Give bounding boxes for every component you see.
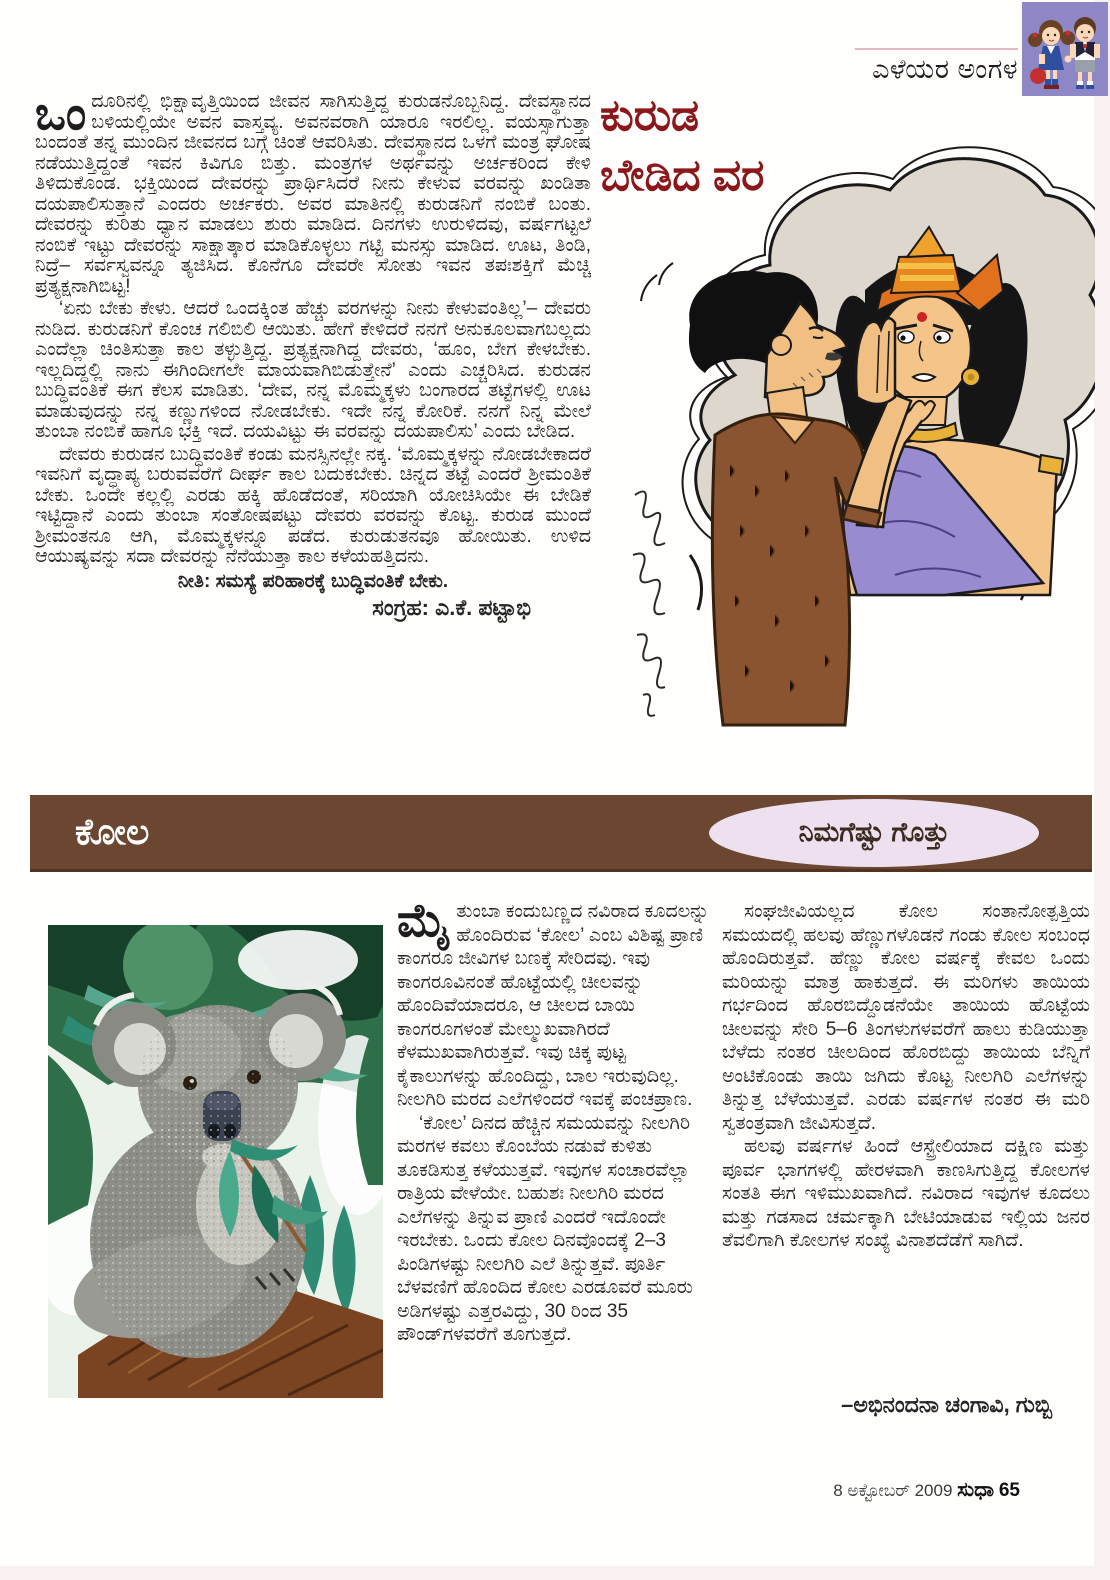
issue-date: 8 ಅಕ್ಟೋಬರ್ 2009	[833, 1481, 953, 1500]
story-title-line1: ಕುರುಡ	[600, 91, 700, 140]
artist-signature	[633, 491, 665, 715]
koala-paragraph-text: ತುಂಬಾ ಕಂದುಬಣ್ಣದ ನವಿರಾದ ಕೂದಲನ್ನು ಹೊಂದಿರುವ ‘ಕೋಲ’ ಎಂಬ ವಿಶಿಷ್ಟ ಪ್ರಾಣಿ ಕಾಂಗರೂ ಜೀವಿಗಳ ಬಣಕ್ಕೆ ಸೇರಿದವು. ಇವು ಕಾಂಗರೂವಿನಂತೆ ಹೊಟ್ಟೆಯಲ್ಲಿ ಚೀಲವನ್ನು ಹೊಂದಿವೆಯಾದರೂ, ಆ ಚೀಲದ ಬಾಯಿ ಕಾಂಗರೂಗಳಂತೆ ಮೇಲ್ಮುಖವಾಗಿರದೆ ಕೆಳಮುಖವಾಗಿರುತ್ತವೆ. ಇವು ಚಿಕ್ಕ ಪುಟ್ಟ ಕೈಕಾಲುಗಳನ್ನು ಹೊಂದಿದ್ದು, ಬಾಲ ಇರುವುದಿಲ್ಲ. ನೀಲಗಿರಿ ಮರದ ಎಲೆಗಳಿಂದರೆ ಇವಕ್ಕೆ ಪಂಚಪ್ರಾಣ.	[397, 901, 710, 1110]
koala-dropcap: ಮೈ	[397, 894, 451, 946]
story-credit: ಸಂಗ್ರಹ: ಎ.ಕೆ. ಪಟ್ಟಾಭಿ	[372, 595, 531, 620]
story-paragraph: ದೇವರು ಕುರುಡನ ಬುದ್ಧಿವಂತಿಕೆ ಕಂಡು ಮನಸ್ಸಿನಲ್ಲೇ ನಕ್ಕ. ‘ಮೊಮ್ಮಕ್ಕಳನ್ನು ನೋಡಬೇಕಾದರೆ ಇವನಿಗೆ ವೃದ್ಧಾಪ್ಯ ಬರುವವರೆಗೆ ದೀರ್ಘ ಕಾಲ ಬದುಕಬೇಕು. ಚಿನ್ನದ ತಟ್ಟೆ ಎಂದರೆ ಶ್ರೀಮಂತಿಕೆ ಬೇಕು. ಒಂದೇ ಕಲ್ಲಲ್ಲಿ ಎರಡು ಹಕ್ಕಿ ಹೊಡೆದಂತೆ, ಸರಿಯಾಗಿ ಯೋಚಿಸಿಯೇ ಈ ಬೇಡಿಕೆ ಇಟ್ಟಿದ್ದಾನೆ ಎಂದು ತುಂಬಾ ಸಂತೋಷಪಟ್ಟು ದೇವರು ವರವನ್ನು ಕೊಟ್ಟ. ಕುರುಡ ಮುಂದೆ ಶ್ರೀಮಂತನೂ ಆಗಿ, ಮೊಮ್ಮಕ್ಕಳನ್ನೂ ಪಡೆದ. ಕುರುಡುತನವೂ ಹೋಯಿತು. ಉಳಿದ ಆಯುಷ್ಯವನ್ನು ಸದಾ ದೇವರನ್ನು ನೆನೆಯುತ್ತಾ ಕಾಲ ಕಳೆಯಹತ್ತಿದನು.	[35, 443, 591, 567]
koala-eating-leaves-photo	[48, 925, 383, 1398]
story-paragraph: ‘ಏನು ಬೇಕು ಕೇಳು. ಆದರೆ ಒಂದಕ್ಕಿಂತ ಹೆಚ್ಚು ವರಗಳನ್ನು ನೀನು ಕೇಳುವಂತಿಲ್ಲ’– ದೇವರು ನುಡಿದ. ಕುರುಡನಿಗೆ ಕೊಂಚ ಗಲಿಬಿಲಿ ಆಯಿತು. ಹೇಗೆ ಕೇಳಿದರೆ ನನಗೆ ಅನುಕೂಲವಾಗಬಲ್ಲದು ಎಂದೆಲ್ಲಾ ಚಿಂತಿಸುತ್ತಾ ಕಾಲ ತಳ್ಳುತ್ತಿದ್ದ. ಪ್ರತ್ಯಕ್ಷನಾಗಿದ್ದ ದೇವರು, ‘ಹೂಂ, ಬೇಗ ಕೇಳಬೇಕು. ಇಲ್ಲದಿದ್ದಲ್ಲಿ ನಾನು ಈಗಿಂದೀಗಲೇ ಮಾಯವಾಗಿಬಿಡುತ್ತೇನೆ’ ಎಂದು ಎಚ್ಚರಿಸಿದ. ಕುರುಡನ ಬುದ್ಧಿವಂತಿಕೆ ಈಗ ಕೆಲಸ ಮಾಡಿತು. ‘ದೇವ, ನನ್ನ ಮೊಮ್ಮಕ್ಕಳು ಬಂಗಾರದ ತಟ್ಟೆಗಳಲ್ಲಿ ಊಟ ಮಾಡುವುದನ್ನು ನನ್ನ ಕಣ್ಣುಗಳಿಂದ ನೋಡಬೇಕು. ಇದೇ ನನ್ನ ಕೋರಿಕೆ. ನನಗೆ ನಿನ್ನ ಮೇಲೆ ತುಂಬಾ ನಂಬಿಕೆ ಹಾಗೂ ಭಕ್ತಿ ಇದೆ. ದಯವಿಟ್ಟು ಈ ವರವನ್ನು ದಯಪಾಲಿಸು’ ಎಂದು ಬೇಡಿದ.	[35, 298, 591, 442]
praying-man-and-deity-illustration	[595, 125, 1095, 740]
koala-photo	[48, 925, 383, 1398]
section-label: ಎಳೆಯರ ಅಂಗಳ	[872, 54, 1018, 84]
story-illustration	[595, 125, 1095, 740]
praying-man-figure	[641, 263, 911, 725]
story-dropcap: ಒಂ	[35, 87, 87, 139]
koala-column-1	[397, 894, 713, 1347]
koala-section-title: ಕೋಲ	[75, 811, 150, 852]
story-paragraph-text: ದೂರಿನಲ್ಲಿ ಭಿಕ್ಷಾವೃತ್ತಿಯಿಂದ ಜೀವನ ಸಾಗಿಸುತ್ತಿದ್ದ ಕುರುಡನೊಬ್ಬನಿದ್ದ. ದೇವಸ್ಥಾನದ ಬಳಿಯಲ್ಲಿಯೇ ಅವನ ವಾಸ್ತವ್ಯ. ಅವನವರಾಗಿ ಯಾರೂ ಇರಲಿಲ್ಲ. ವಯಸ್ಸಾಗುತ್ತಾ ಬಂದಂತೆ ತನ್ನ ಮುಂದಿನ ಜೀವನದ ಬಗ್ಗೆ ಚಿಂತೆ ಆವರಿಸಿತು. ದೇವಸ್ಥಾನದ ಒಳಗೆ ಮಂತ್ರ ಘೋಷ ನಡೆಯುತ್ತಿದ್ದಂತೆ ಇವನ ಕಿವಿಗೂ ಬಿತ್ತು. ಮಂತ್ರಗಳ ಅರ್ಥವನ್ನು ಅರ್ಚಕರಿಂದ ಕೇಳಿ ತಿಳಿದುಕೊಂಡ. ಭಕ್ತಿಯಿಂದ ದೇವರನ್ನು ಪ್ರಾರ್ಥಿಸಿದರೆ ನೀನು ಕೇಳುವ ವರವನ್ನು ಖಂಡಿತಾ ದಯಪಾಲಿಸುತ್ತಾನೆ ಎಂದರು ಅರ್ಚಕರು. ಅವರ ಮಾತಿನಲ್ಲಿ ಕುರುಡನಿಗೆ ನಂಬಿಕೆ ಬಂತು. ದೇವರನ್ನು ಕುರಿತು ಧ್ಯಾನ ಮಾಡಲು ಶುರು ಮಾಡಿದ. ದಿನಗಳು ಉರುಳಿದವು, ವರ್ಷಗಟ್ಟಲೆ ನಂಬಿಕೆ ಇಟ್ಟು ದೇವರನ್ನು ಸಾಕ್ಷಾತ್ಕಾರ ಮಾಡಿಕೊಳ್ಳಲು ಗಟ್ಟಿ ಮನಸ್ಸು ಮಾಡಿದ. ಊಟ, ತಿಂಡಿ, ನಿದ್ರೆ– ಸರ್ವಸ್ವವನ್ನೂ ತ್ಯಜಿಸಿದ. ಕೊನೆಗೂ ದೇವರೇ ಸೋತು ಇವನ ತಪಃಶಕ್ತಿಗೆ ಮೆಚ್ಚಿ ಪ್ರತ್ಯಕ್ಷನಾಗಿಬಿಟ್ಟ!	[35, 91, 591, 297]
story-body	[35, 87, 591, 621]
page-folio	[700, 1479, 1020, 1502]
page-edge-right	[1094, 0, 1110, 1580]
how-much-do-you-know-badge: ನಿಮಗೆಷ್ಟು ಗೊತ್ತು	[709, 799, 1039, 867]
story-paragraph	[35, 87, 591, 297]
page-number: 65	[998, 1480, 1020, 1501]
magazine-name: ಸುಧಾ	[957, 1479, 995, 1501]
koala-byline: –ಅಭಿನಂದನಾ ಚಂಗಾವಿ, ಗುಬ್ಬಿ	[841, 1392, 1052, 1417]
koala-section-banner	[30, 795, 1092, 872]
masthead-rule	[855, 48, 1018, 50]
story-moral: ನೀತಿ: ಸಮಸ್ಯೆ ಪರಿಹಾರಕ್ಕೆ ಬುದ್ಧಿವಂತಿಕೆ ಬೇಕು.	[177, 570, 449, 592]
koala-paragraph: ‘ಕೋಲ’ ದಿನದ ಹೆಚ್ಚಿನ ಸಮಯವನ್ನು ನೀಲಗಿರಿ ಮರಗಳ ಕವಲು ಕೊಂಬೆಯ ನಡುವೆ ಕುಳಿತು ತೂಕಡಿಸುತ್ತ ಕಳೆಯುತ್ತವೆ. ಇವುಗಳ ಸಂಚಾರವೆಲ್ಲಾ ರಾತ್ರಿಯ ವೇಳೆಯೇ. ಬಹುಶಃ ನೀಲಗಿರಿ ಮರದ ಎಲೆಗಳನ್ನು ತಿನ್ನುವ ಪ್ರಾಣಿ ಎಂದರೆ ಇದೊಂದೇ ಇರಬೇಕು. ಒಂದು ಕೋಲ ದಿನವೊಂದಕ್ಕೆ 2–3 ಪಿಂಡಿಗಳಷ್ಟು ನೀಲಗಿರಿ ಎಲೆ ತಿನ್ನುತ್ತವೆ. ಪೂರ್ತಿ ಬೆಳವಣಿಗೆ ಹೊಂದಿದ ಕೋಲ ಎರಡೂವರೆ ಮೂರು ಅಡಿಗಳಷ್ಟು ಎತ್ತರವಿದ್ದು, 30 ರಿಂದ 35 ಪೌಂಡ್‌ಗಳವರೆಗೆ ತೂಗುತ್ತದೆ.	[397, 1112, 693, 1345]
koala-paragraph: ಹಲವು ವರ್ಷಗಳ ಹಿಂದೆ ಆಸ್ಟ್ರೇಲಿಯಾದ ದಕ್ಷಿಣ ಮತ್ತು ಪೂರ್ವ ಭಾಗಗಳಲ್ಲಿ ಹೇರಳವಾಗಿ ಕಾಣಸಿಗುತ್ತಿದ್ದ ಕೋಲಗಳ ಸಂತತಿ ಈಗ ಇಳಿಮುಖವಾಗಿದೆ. ನವಿರಾದ ಇವುಗಳ ಕೂದಲು ಮತ್ತು ಗಡಸಾದ ಚರ್ಮಕ್ಕಾಗಿ ಬೇಟಿಯಾಡುವ ಇಲ್ಲಿಯ ಜನರ ತೆವಲಿಗಾಗಿ ಕೋಲಗಳ ಸಂಖ್ಯೆ ವಿನಾಶದೆಡೆಗೆ ಸಾಗಿದೆ.	[722, 1136, 1090, 1251]
koala-paragraph	[397, 894, 713, 1112]
koala-paragraph: ಸಂಘಜೀವಿಯಲ್ಲದ ಕೋಲ ಸಂತಾನೋತ್ಪತ್ತಿಯ ಸಮಯದಲ್ಲಿ ಹಲವು ಹೆಣ್ಣುಗಳೊಡನೆ ಗಂಡು ಕೋಲ ಸಂಬಂಧ ಹೊಂದಿರುತ್ತವೆ. ಹೆಣ್ಣು ಕೋಲ ವರ್ಷಕ್ಕೆ ಕೇವಲ ಒಂದು ಮರಿಯನ್ನು ಮಾತ್ರ ಹಾಕುತ್ತದೆ. ಈ ಮರಿಗಳು ತಾಯಿಯ ಗರ್ಭದಿಂದ ಹೊರಬಿದ್ದೊಡನೆಯೇ ತಾಯಿಯ ಹೊಟ್ಟೆಯ ಚೀಲವನ್ನು ಸೇರಿ 5–6 ತಿಂಗಳುಗಳವರೆಗೆ ಹಾಲು ಕುಡಿಯುತ್ತಾ ಬೆಳೆದು ನಂತರ ಚೀಲದಿಂದ ಹೊರಬಿದ್ದು ತಾಯಿಯ ಬೆನ್ನಿಗೆ ಅಂಟಿಕೊಂಡು ತಾಯಿ ಜಗಿದು ಕೊಟ್ಟ ನೀಲಗಿರಿ ಎಲೆಗಳನ್ನು ತಿನ್ನುತ್ತ ಬೆಳೆಯುತ್ತವೆ. ಎರಡು ವರ್ಷಗಳ ನಂತರ ಈ ಮರಿ ಸ್ವತಂತ್ರವಾಗಿ ಜೀವಿಸುತ್ತದೆ.	[722, 901, 1090, 1134]
koala-column-2	[722, 900, 1090, 1253]
children-illustration	[1022, 2, 1108, 96]
children-icon	[1022, 2, 1108, 96]
page-edge-bottom	[0, 1566, 1110, 1580]
story-title-line2: ಬೇಡಿದ ವರ	[600, 151, 765, 200]
